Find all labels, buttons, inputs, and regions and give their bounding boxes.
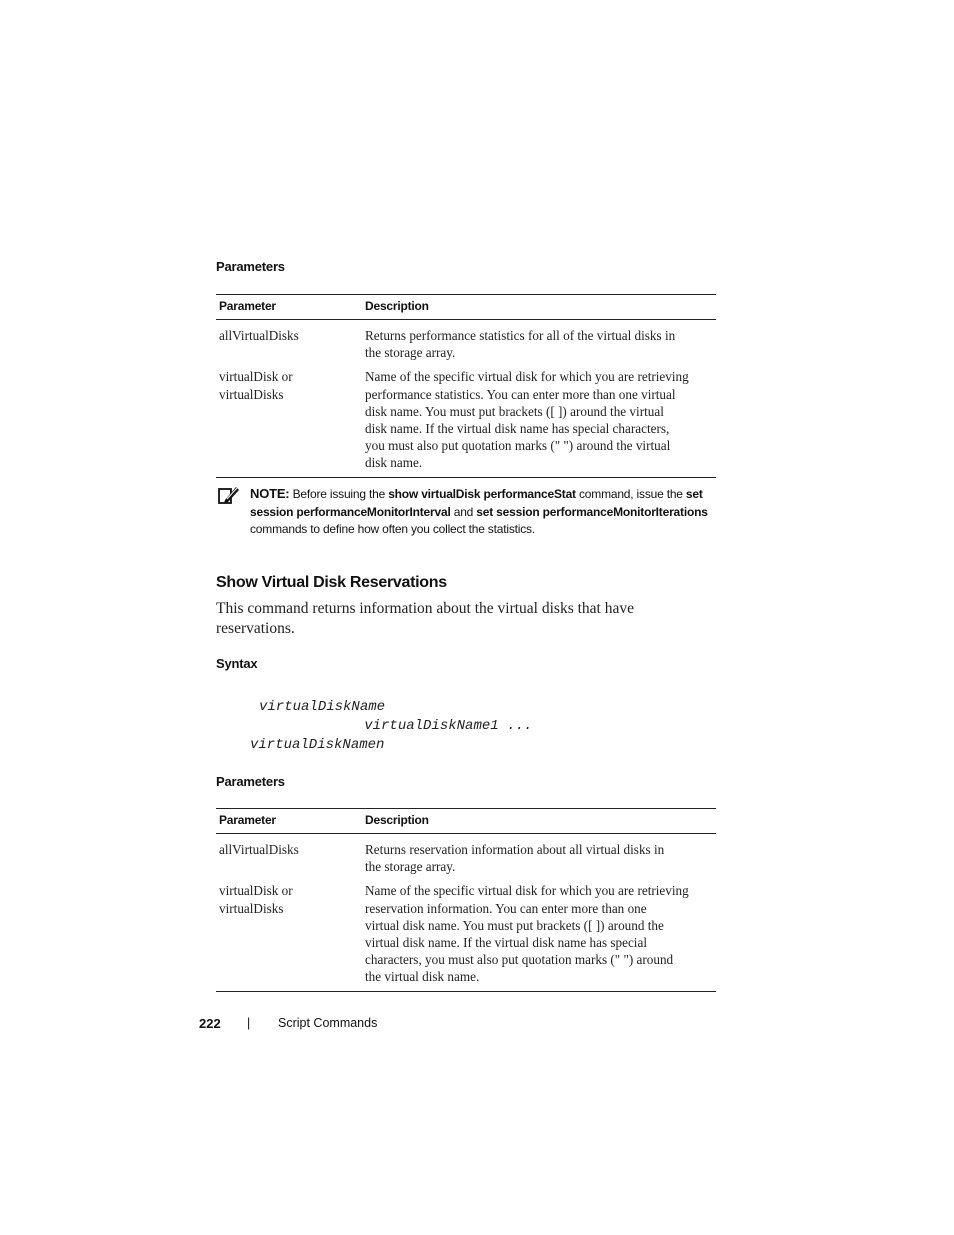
page-number: 222 bbox=[199, 1016, 221, 1031]
table-header-row bbox=[216, 295, 716, 320]
syntax-line: virtualDiskNamen bbox=[250, 737, 385, 753]
syntax-heading: Syntax bbox=[216, 656, 258, 671]
parameters-heading: Parameters bbox=[216, 259, 285, 274]
note-text: NOTE: Before issuing the show virtualDisk performanceStat command, issue the set session performanceMonitorInterval and set session performanceMonitorIterations commands to define how often you collect the statistics. bbox=[250, 486, 708, 536]
description-cell: Name of the specific virtual disk for which you are retrieving performance statistics. You can enter more than one virtual disk name. You must put brackets ([ ]) around the virtual disk name. If the virtual disk name has special characters, you must also put quotation marks (" ") around the virtual disk name. bbox=[362, 361, 716, 477]
parameter-cell: virtualDisk or virtualDisks bbox=[216, 361, 362, 477]
table-row bbox=[216, 361, 716, 477]
parameter-cell: virtualDisk or virtualDisks bbox=[216, 875, 362, 991]
command-name: show virtualDisk performanceStat bbox=[388, 487, 576, 501]
pencil-note-icon bbox=[218, 485, 240, 505]
column-header-description: Description bbox=[362, 809, 716, 834]
command-name: set session performanceMonitorInterval bbox=[250, 487, 703, 519]
column-header-parameter: Parameter bbox=[216, 809, 362, 834]
footer-separator: | bbox=[247, 1016, 251, 1030]
description-cell: Returns reservation information about all virtual disks in the storage array. bbox=[365, 842, 665, 875]
table-row bbox=[216, 320, 716, 362]
section-title: Show Virtual Disk Reservations bbox=[216, 574, 447, 591]
command-name: set session performanceMonitorIterations bbox=[476, 504, 708, 519]
syntax-line: virtualDiskName1 ... bbox=[213, 718, 533, 734]
parameters-table bbox=[216, 808, 716, 992]
parameters-heading: Parameters bbox=[216, 774, 285, 789]
parameter-cell: allVirtualDisks bbox=[219, 328, 299, 343]
description-cell: Returns performance statistics for all of the virtual disks in the storage array. bbox=[365, 328, 676, 361]
note-label: NOTE: bbox=[250, 486, 290, 501]
section-description: This command returns information about the virtual disks that have reservations. bbox=[216, 600, 634, 637]
syntax-line: virtualDiskName bbox=[217, 699, 386, 715]
description-cell: Name of the specific virtual disk for which you are retrieving reservation information. You can enter more than one virtual disk name. You must put brackets ([ ]) around the virtual disk name. If the virtual disk name has special characters, you must also put quotation marks (" ") around the virtual disk name. bbox=[362, 875, 716, 991]
chapter-title: Script Commands bbox=[278, 1016, 378, 1030]
table-row bbox=[216, 834, 716, 876]
column-header-description: Description bbox=[362, 295, 716, 320]
table-header-row bbox=[216, 809, 716, 834]
parameter-cell: allVirtualDisks bbox=[219, 842, 299, 857]
table-row bbox=[216, 875, 716, 991]
column-header-parameter: Parameter bbox=[216, 295, 362, 320]
parameters-table bbox=[216, 294, 716, 478]
